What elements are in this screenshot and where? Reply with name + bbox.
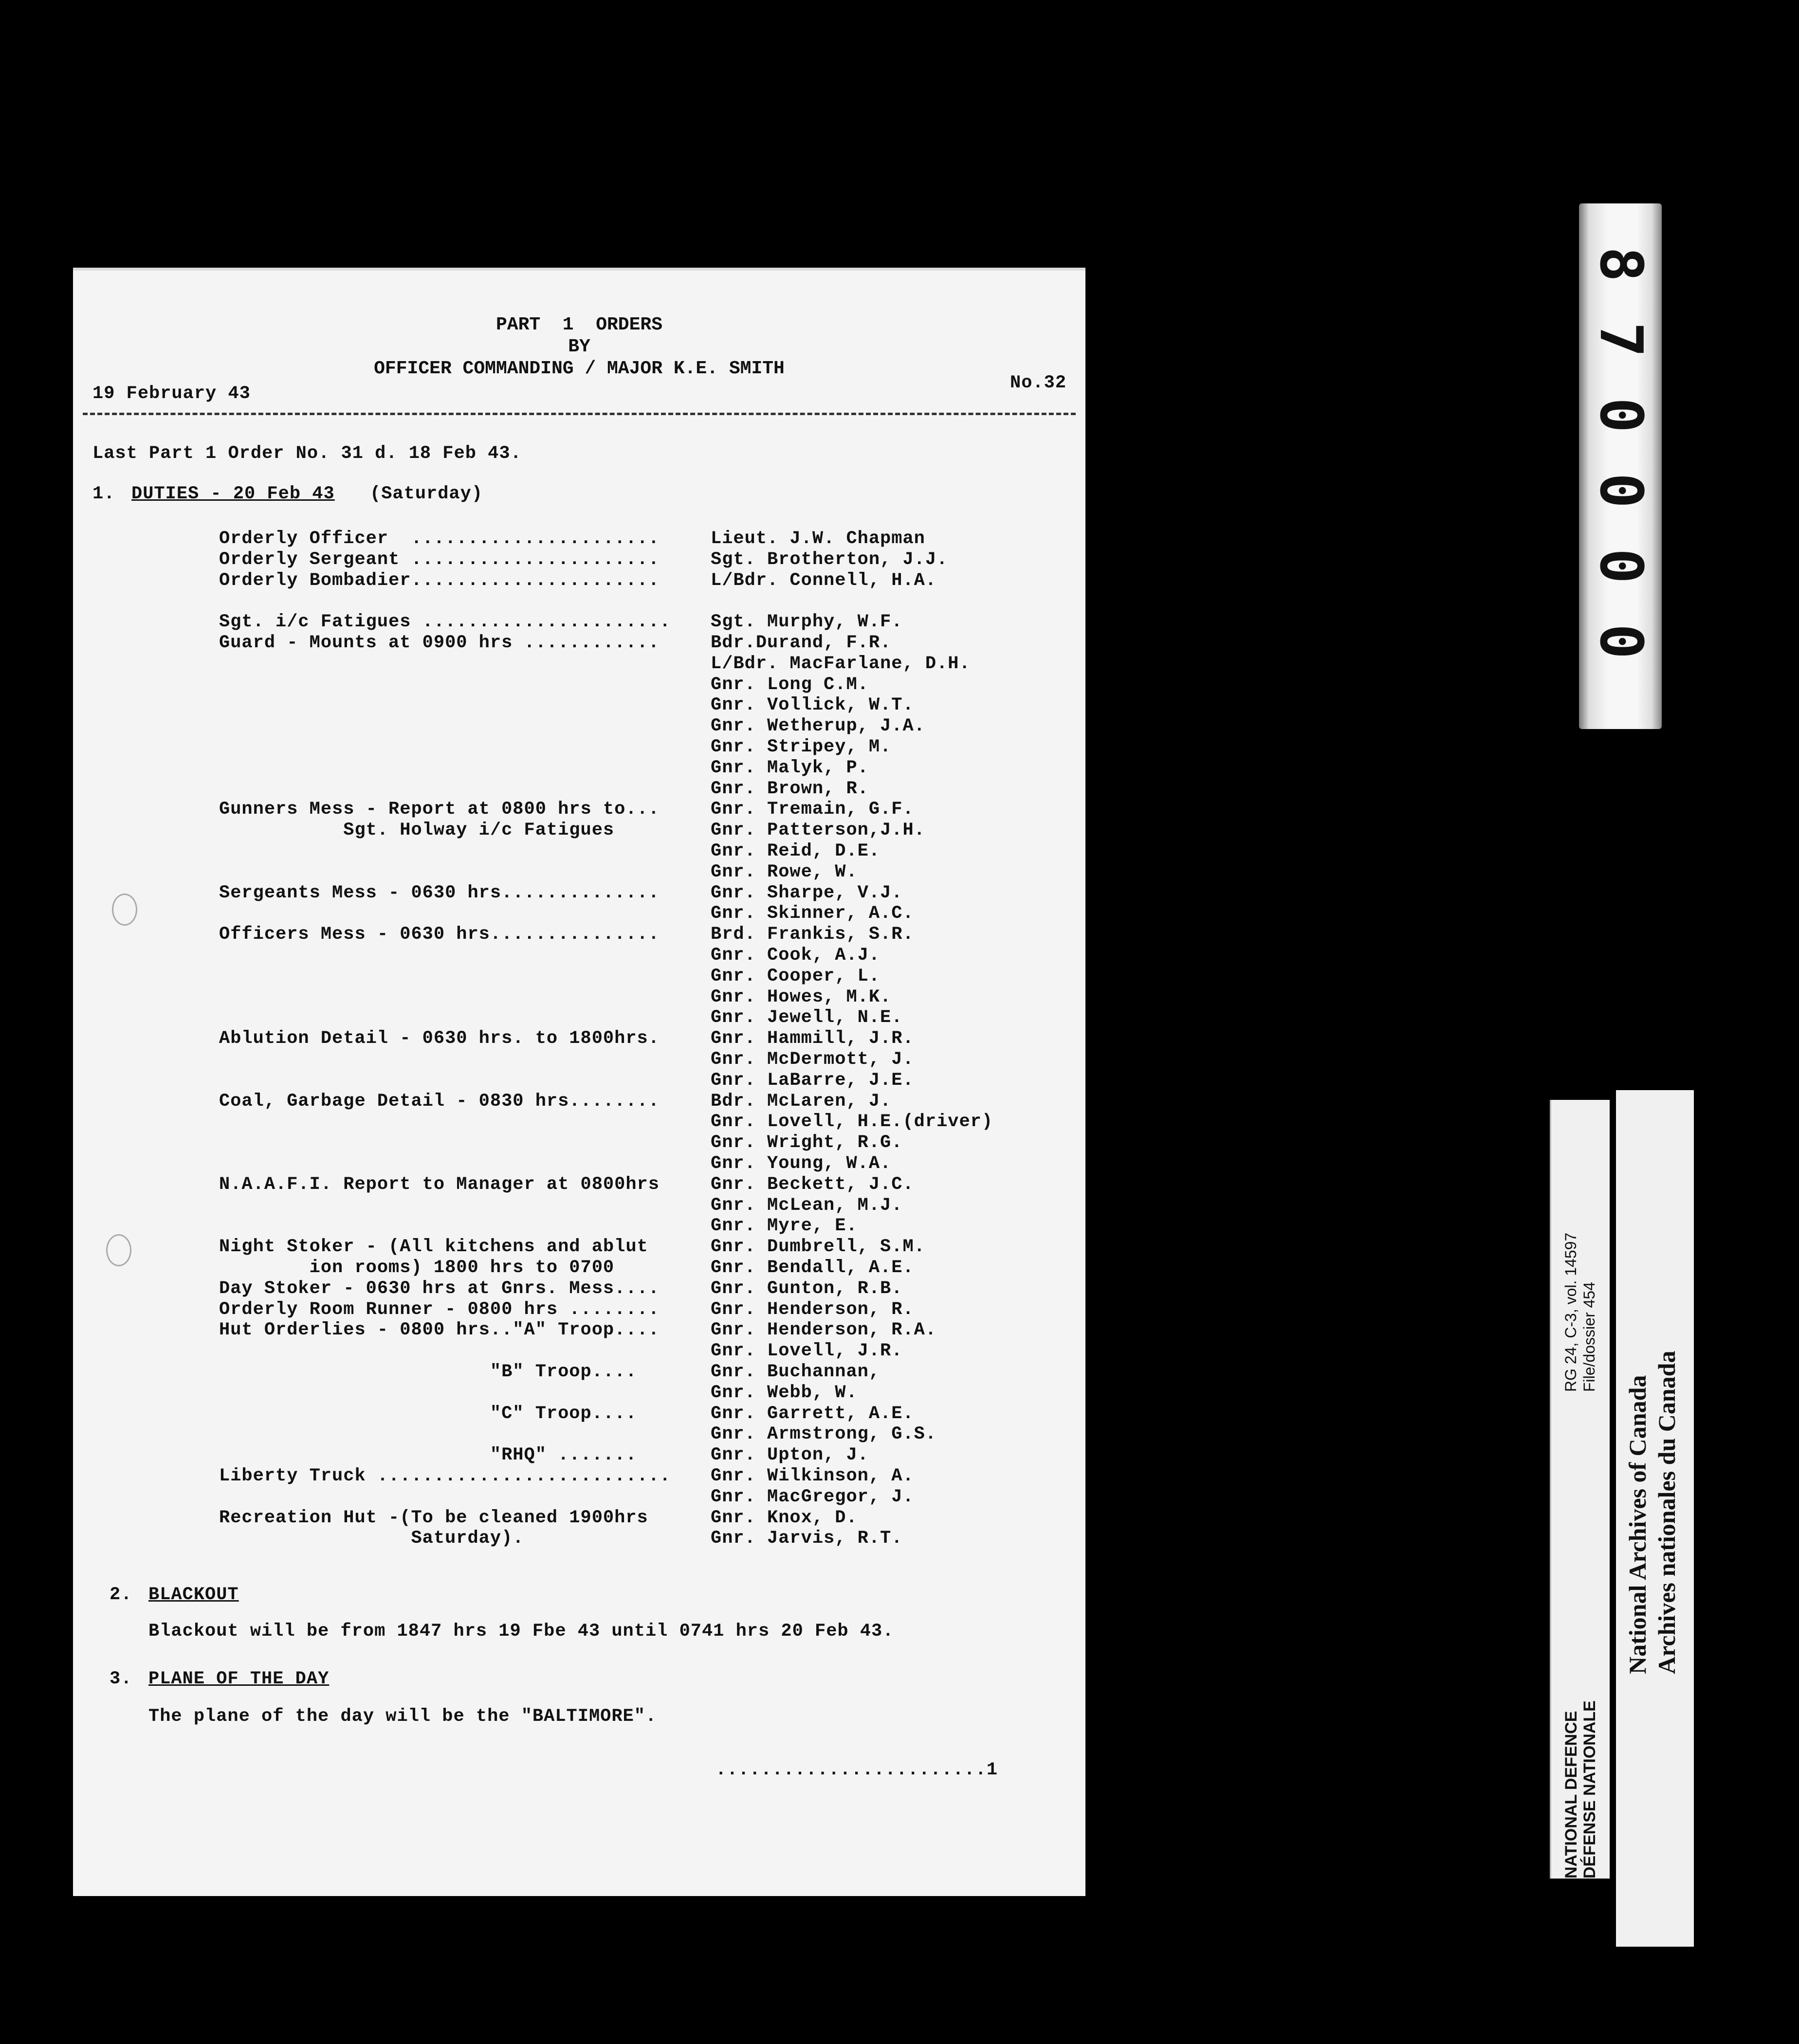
duty-assignment: Officers Mess - 0630 hrs............... <box>219 924 660 945</box>
duty-assignment: Orderly Bombadier...................... <box>219 570 660 591</box>
duty-personnel: Lieut. J.W. Chapman <box>711 529 925 549</box>
duty-assignment: Guard - Mounts at 0900 hrs ............ <box>219 633 660 653</box>
duty-personnel: Gnr. Cook, A.J. <box>711 945 881 966</box>
duty-personnel: Gnr. Jarvis, R.T. <box>711 1528 903 1549</box>
duty-personnel: Gnr. Reid, D.E. <box>711 841 881 861</box>
archives-label-card <box>1616 1090 1694 1947</box>
duty-personnel: Gnr. Bendall, A.E. <box>711 1258 914 1278</box>
duty-personnel: Gnr. Lovell, H.E.(driver) <box>711 1112 993 1132</box>
duty-assignment: Ablution Detail - 0630 hrs. to 1800hrs. <box>219 1028 660 1049</box>
order-commander: OFFICER COMMANDING / MAJOR K.E. SMITH <box>374 358 785 379</box>
blackout-text: Blackout will be from 1847 hrs 19 Fbe 43 until 0741 hrs 20 Feb 43. <box>148 1621 894 1642</box>
frame-digit: 8 <box>1587 246 1654 282</box>
order-number: No.32 <box>1010 373 1067 393</box>
duty-personnel: Gnr. Upton, J. <box>711 1445 869 1466</box>
section-3-number: 3. <box>110 1669 132 1689</box>
duty-personnel: Gnr. Beckett, J.C. <box>711 1174 914 1195</box>
order-by: BY <box>568 336 590 357</box>
duty-personnel: Gnr. Long C.M. <box>711 674 869 695</box>
archive-reference-file: File/dossier 454 <box>1580 1282 1598 1392</box>
duty-assignment: Sergeants Mess - 0630 hrs.............. <box>219 882 660 903</box>
duty-assignment: Coal, Garbage Detail - 0830 hrs........ <box>219 1091 660 1112</box>
duty-personnel: Gnr. Armstrong, G.S. <box>711 1424 937 1445</box>
duty-assignment: "B" Troop.... <box>219 1362 637 1382</box>
duty-personnel: Gnr. Patterson,J.H. <box>711 820 925 841</box>
duty-assignment: Sgt. i/c Fatigues ...................... <box>219 612 671 633</box>
duty-personnel: Bdr. McLaren, J. <box>711 1091 892 1112</box>
section-1-number: 1. <box>92 484 115 504</box>
frame-digit: 0 <box>1587 397 1654 433</box>
duty-assignment: ion rooms) 1800 hrs to 0700 <box>219 1258 615 1278</box>
duty-personnel: Gnr. Lovell, J.R. <box>711 1341 903 1362</box>
duty-assignment: Liberty Truck .......................... <box>219 1466 671 1486</box>
punch-hole-lower <box>106 1234 131 1266</box>
duty-assignment: Orderly Room Runner - 0800 hrs ........ <box>219 1299 660 1320</box>
duty-personnel: Gnr. McDermott, J. <box>711 1049 914 1070</box>
section-1-day: (Saturday) <box>370 484 483 504</box>
duty-personnel: Gnr. Tremain, G.F. <box>711 799 914 820</box>
section-2-title: BLACKOUT <box>148 1585 239 1605</box>
plane-of-day-text: The plane of the day will be the "BALTIMORE". <box>148 1706 657 1727</box>
duty-personnel: Gnr. Skinner, A.C. <box>711 903 914 924</box>
duty-personnel: Gnr. Henderson, R. <box>711 1299 914 1320</box>
duty-personnel: Bdr.Durand, F.R. <box>711 633 892 653</box>
duty-personnel: Gnr. Knox, D. <box>711 1507 858 1528</box>
duty-personnel: Gnr. Dumbrell, S.M. <box>711 1237 925 1258</box>
duty-personnel: Gnr. Webb, W. <box>711 1382 858 1403</box>
duty-assignment: "C" Troop.... <box>219 1403 637 1424</box>
duty-assignment: Saturday). <box>219 1528 524 1549</box>
duty-personnel: Gnr. Stripey, M. <box>711 737 892 757</box>
duty-assignment: Gunners Mess - Report at 0800 hrs to... <box>219 799 660 820</box>
archive-reference-volume: RG 24, C-3, vol. 14597 <box>1562 1232 1579 1392</box>
duty-personnel: Gnr. Vollick, W.T. <box>711 695 914 716</box>
duty-personnel: Gnr. McLean, M.J. <box>711 1195 903 1216</box>
duty-personnel: Gnr. Wetherup, J.A. <box>711 716 925 737</box>
last-order-reference: Last Part 1 Order No. 31 d. 18 Feb 43. <box>92 443 522 464</box>
duty-personnel: L/Bdr. Connell, H.A. <box>711 570 937 591</box>
duty-personnel: Gnr. Young, W.A. <box>711 1153 892 1174</box>
duty-personnel: Gnr. Hammill, J.R. <box>711 1028 914 1049</box>
department-label-card <box>1550 1100 1610 1879</box>
duty-personnel: Gnr. Buchannan, <box>711 1362 881 1382</box>
section-1-title: DUTIES - 20 Feb 43 <box>131 484 335 504</box>
duty-personnel: Gnr. Wright, R.G. <box>711 1132 903 1153</box>
page-continuation: ........................1 <box>716 1760 998 1780</box>
duty-personnel: Gnr. Cooper, L. <box>711 966 881 986</box>
punch-hole-upper <box>112 894 137 926</box>
duty-assignment: Recreation Hut -(To be cleaned 1900hrs <box>219 1507 648 1528</box>
duty-personnel: Gnr. Garrett, A.E. <box>711 1403 914 1424</box>
duty-personnel: Gnr. LaBarre, J.E. <box>711 1070 914 1091</box>
order-date: 19 February 43 <box>92 383 251 404</box>
duty-personnel: Gnr. Brown, R. <box>711 778 869 799</box>
duty-personnel: Gnr. Henderson, R.A. <box>711 1320 937 1341</box>
duty-personnel: Gnr. Jewell, N.E. <box>711 1007 903 1028</box>
duty-personnel: Gnr. MacGregor, J. <box>711 1486 914 1507</box>
duty-assignment: Orderly Officer ...................... <box>219 529 660 549</box>
duty-personnel: Sgt. Brotherton, J.J. <box>711 549 948 570</box>
department-french: DÉFENSE NATIONALE <box>1580 1700 1599 1879</box>
duty-personnel: Sgt. Murphy, W.F. <box>711 612 903 633</box>
duty-assignment: "RHQ" ....... <box>219 1445 637 1466</box>
duty-assignment: Sgt. Holway i/c Fatigues <box>219 820 615 841</box>
archives-english: National Archives of Canada <box>1624 1375 1651 1674</box>
section-3-title: PLANE OF THE DAY <box>148 1669 330 1689</box>
frame-digit: 0 <box>1587 473 1654 509</box>
duty-personnel: Gnr. Myre, E. <box>711 1216 858 1237</box>
duty-personnel: L/Bdr. MacFarlane, D.H. <box>711 653 971 674</box>
order-sheet <box>73 268 1085 1896</box>
section-2-number: 2. <box>110 1585 132 1605</box>
duty-personnel: Gnr. Rowe, W. <box>711 861 858 882</box>
frame-digit: 0 <box>1587 548 1654 584</box>
duty-assignment: N.A.A.F.I. Report to Manager at 0800hrs <box>219 1174 660 1195</box>
duty-personnel: Brd. Frankis, S.R. <box>711 924 914 945</box>
duty-personnel: Gnr. Malyk, P. <box>711 757 869 778</box>
duty-personnel: Gnr. Gunton, R.B. <box>711 1278 903 1299</box>
duty-assignment: Orderly Sergeant ...................... <box>219 549 660 570</box>
order-title: PART 1 ORDERS <box>496 314 663 335</box>
header-divider <box>83 413 1076 415</box>
duty-assignment: Hut Orderlies - 0800 hrs.."A" Troop.... <box>219 1320 660 1341</box>
frame-digit: 0 <box>1587 623 1654 659</box>
duty-personnel: Gnr. Wilkinson, A. <box>711 1466 914 1486</box>
department-english: NATIONAL DEFENCE <box>1562 1711 1580 1879</box>
frame-digit: 7 <box>1587 322 1654 358</box>
archives-french: Archives nationales du Canada <box>1653 1350 1680 1674</box>
duty-personnel: Gnr. Sharpe, V.J. <box>711 882 903 903</box>
frame-number-strip <box>1579 203 1662 729</box>
duty-assignment: Night Stoker - (All kitchens and ablut <box>219 1237 648 1258</box>
duty-personnel: Gnr. Howes, M.K. <box>711 986 892 1007</box>
duty-assignment: Day Stoker - 0630 hrs at Gnrs. Mess.... <box>219 1278 660 1299</box>
